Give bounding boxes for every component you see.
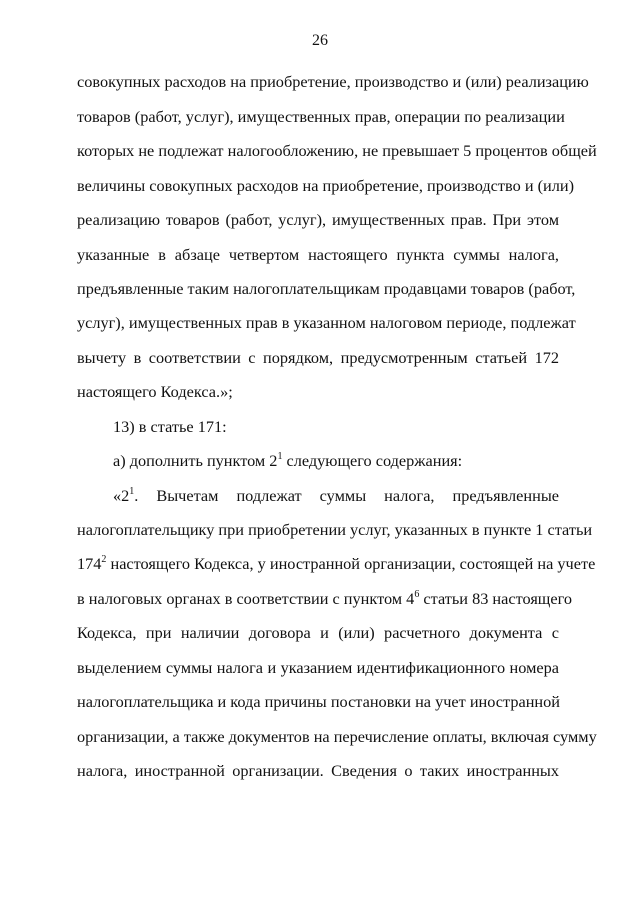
text-line: налогоплательщику при приобретении услуг, указанных в пункте 1 статьи: [77, 520, 593, 539]
text-span: следующего содержания:: [282, 451, 463, 470]
text-line: [77, 588, 572, 609]
text-line: налога, иностранной организации. Сведения о таких иностранных: [77, 761, 559, 780]
text-line: товаров (работ, услуг), имущественных прав, операции по реализации: [77, 107, 565, 126]
text-line: величины совокупных расходов на приобретение, производство и (или): [77, 176, 574, 195]
text-line: налогоплательщика и кода причины постановки на учет иностранной: [77, 692, 560, 711]
text-span: . Вычетам подлежат суммы налога, предъявленные: [134, 486, 559, 505]
text-line: предъявленные таким налогоплательщикам продавцами товаров (работ,: [77, 279, 576, 298]
text-line: Кодекса, при наличии договора и (или) расчетного документа с: [77, 623, 559, 642]
text-line: вычету в соответствии с порядком, предусмотренным статьей 172: [77, 348, 559, 367]
text-line: [113, 486, 559, 506]
text-line: указанные в абзаце четвертом настоящего пункта суммы налога,: [77, 245, 559, 264]
page-number: 26: [312, 32, 328, 49]
text-span: «2: [113, 486, 130, 505]
superscript: 1: [129, 485, 135, 497]
text-line: совокупных расходов на приобретение, производство и (или) реализацию: [77, 72, 589, 91]
text-line: услуг), имущественных прав в указанном налоговом периоде, подлежат: [77, 313, 576, 332]
text-span: 174: [77, 554, 102, 573]
superscript: 1: [277, 450, 283, 462]
text-line: организации, а также документов на перечисление оплаты, включая сумму: [77, 727, 597, 746]
superscript: 2: [101, 553, 107, 565]
list-item-heading: 13) в статье 171:: [113, 417, 227, 436]
text-line: выделением суммы налога и указанием идентификационного номера: [77, 658, 559, 677]
sub-item-heading: [113, 451, 559, 471]
text-line: которых не подлежат налогообложению, не превышает 5 процентов общей: [77, 141, 597, 160]
text-line: [77, 553, 596, 574]
text-line: реализацию товаров (работ, услуг), имущественных прав. При этом: [77, 210, 559, 229]
text-span: статьи 83 настоящего: [419, 589, 572, 608]
text-line: настоящего Кодекса.»;: [77, 382, 233, 401]
text-span: настоящего Кодекса, у иностранной организации, состоящей на учете: [106, 554, 596, 573]
text-span: в налоговых органах в соответствии с пунктом 4: [77, 589, 415, 608]
superscript: 6: [414, 588, 420, 600]
text-span: а) дополнить пунктом 2: [113, 451, 278, 470]
